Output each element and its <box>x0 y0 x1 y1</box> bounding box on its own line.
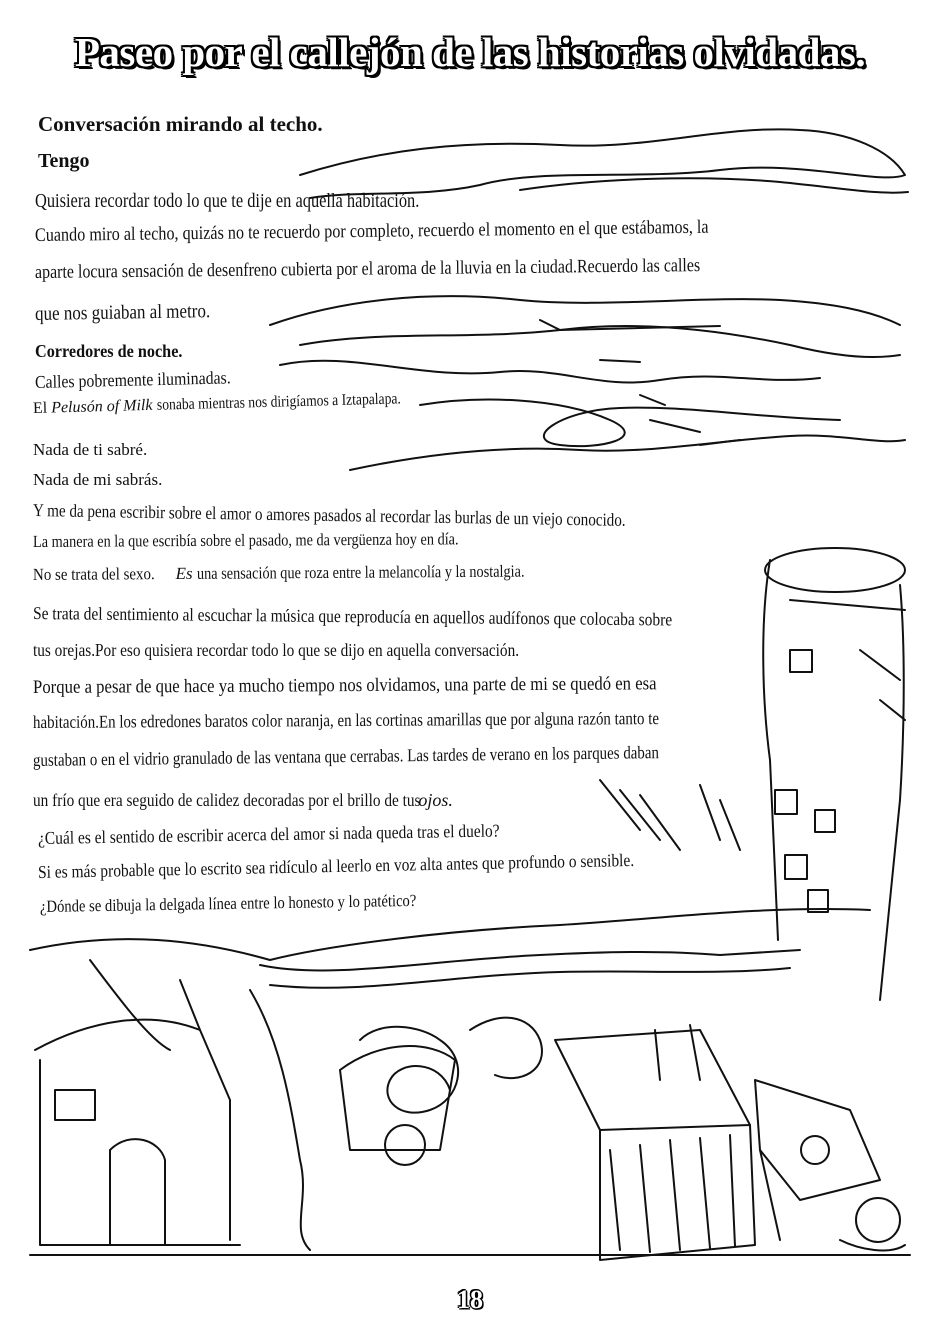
poem-line: Si es más probable que lo escrito sea ridículo al leerlo en voz alta antes que profundo o sensible. <box>37 849 635 882</box>
page-title: Paseo por el callejón de las historias olvidadas. <box>74 29 866 75</box>
poem-subheading: Tengo <box>38 150 90 172</box>
es-word: Es <box>175 563 193 584</box>
poem-line: aparte locura sensación de desenfreno cubierta por el aroma de la lluvia en la ciudad.Recuerdo las calles <box>34 255 701 283</box>
ojos-word: ojos. <box>418 790 453 810</box>
right-car-wheel <box>856 1198 900 1242</box>
sky-scribble <box>640 395 740 445</box>
el-prefix: El <box>32 399 48 417</box>
car <box>340 1046 455 1150</box>
sky-scribble <box>300 326 900 357</box>
street-edge <box>760 1150 905 1250</box>
poem-line-ojos <box>33 790 453 811</box>
poem-line-pelusón <box>33 389 444 418</box>
shading <box>600 780 740 850</box>
bridge <box>270 968 790 988</box>
right-car-wheel <box>801 1136 829 1164</box>
tree-scribble <box>250 990 310 1250</box>
poem-line: tus orejas.Por eso quisiera recordar todo lo que se dijo en aquella conversación. <box>33 640 520 660</box>
poem-line: una sensación que roza entre la melancolía y la nostalgia. <box>196 561 525 583</box>
sky-scribble <box>420 400 840 447</box>
poem-line-sexo <box>33 561 587 585</box>
page-number: 18 <box>457 1285 483 1314</box>
poem-line: No se trata del sexo. <box>32 564 155 584</box>
tower-window <box>790 650 812 672</box>
poem-line: ¿Cuál es el sentido de escribir acerca del amor si nada queda tras el duelo? <box>37 820 500 848</box>
poem-line: sonaba mientras nos dirigíamos a Iztapalapa. <box>156 390 401 414</box>
tree-scribble <box>360 1027 458 1113</box>
poem-line: ¿Dónde se dibuja la delgada línea entre lo honesto y lo patético? <box>39 890 417 916</box>
poem-line: Nada de mi sabrás. <box>33 470 163 489</box>
poem-line: Y me da pena escribir sobre el amor o amores pasados al recordar las burlas de un viejo conocido. <box>32 500 626 530</box>
tower-window <box>808 890 828 912</box>
poem-line: Nada de ti sabré. <box>33 440 148 459</box>
poem-line: Calles pobremente iluminadas. <box>34 367 231 392</box>
tower-top <box>765 548 905 592</box>
block-hatch <box>610 1135 735 1252</box>
poem-line: La manera en la que escribía sobre el pasado, me da vergüenza hoy en día. <box>32 529 459 551</box>
poem-line: que nos guiaban al metro. <box>34 300 211 325</box>
song-title: Pelusón of Milk <box>50 396 153 417</box>
sky-scribble <box>350 436 905 470</box>
poem-heading: Conversación mirando al techo. <box>38 112 323 136</box>
poem-line: Cuando miro al techo, quizás no te recuerdo por completo, recuerdo el momento en el que estábamos, la <box>34 216 709 246</box>
sky-scribble <box>540 320 720 362</box>
poem-line: Porque a pesar de que hace ya mucho tiempo nos olvidamos, una parte de mi se quedó en esa <box>32 673 657 698</box>
right-car <box>755 1080 880 1200</box>
poem-line: Se trata del sentimiento al escuchar la música que reproducía en aquellos audífonos que colocaba sobre <box>32 603 673 630</box>
street-line <box>30 909 870 960</box>
bridge <box>260 950 800 970</box>
poem-line: Quisiera recordar todo lo que te dije en aquella habitación. <box>35 190 420 212</box>
block-building <box>555 1030 755 1260</box>
sky-scribble <box>270 296 900 325</box>
sky-scribble <box>300 129 905 198</box>
sky-scribble <box>280 361 820 383</box>
house-door <box>110 1139 165 1245</box>
car-wheel <box>385 1125 425 1165</box>
poem-line: gustaban o en el vidrio granulado de las ventana que cerrabas. Las tardes de verano en los parques daban <box>32 742 660 770</box>
tower-detail <box>790 600 905 720</box>
sky-scribble <box>520 178 908 192</box>
block-post <box>655 1025 700 1080</box>
poem-line: un frío que era seguido de calidez decoradas por el brillo de tus <box>33 790 421 810</box>
house <box>35 1020 240 1245</box>
poem-line: Corredores de noche. <box>35 341 183 361</box>
street-scribble <box>470 1018 542 1078</box>
tower-window <box>815 810 835 832</box>
tower <box>763 560 904 1000</box>
house-window <box>55 1090 95 1120</box>
poem-line: habitación.En los edredones baratos color naranja, en las cortinas amarillas que por alguna razón tanto te <box>32 708 660 732</box>
tower-window <box>785 855 807 879</box>
house-roof <box>90 960 200 1050</box>
tower-window <box>775 790 797 814</box>
